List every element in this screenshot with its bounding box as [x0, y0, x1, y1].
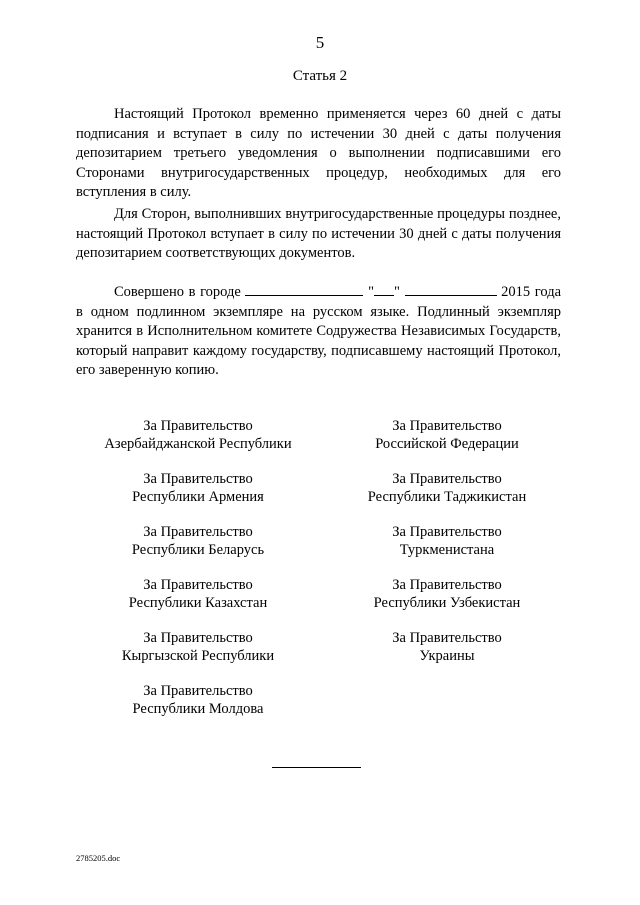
signatory-country: Республики Беларусь — [131, 542, 265, 558]
signatory-for-government: За Правительство — [392, 418, 502, 434]
day-blank — [374, 283, 394, 296]
signatory-country: Республики Таджикистан — [367, 489, 527, 505]
signatory-for-government: За Правительство — [392, 630, 502, 646]
right-signatory-block — [317, 576, 577, 629]
left-signatory-block — [68, 682, 328, 735]
page-number: 5 — [315, 33, 325, 52]
signatories-left-column — [68, 417, 328, 735]
right-signatory-block — [317, 470, 577, 523]
signatory-country: Украины — [419, 648, 475, 664]
signatory-for-government: За Правительство — [143, 524, 253, 540]
city-blank — [245, 283, 363, 296]
right-signatory-block — [317, 417, 577, 470]
article-title: Статья 2 — [292, 68, 348, 84]
document-file-id: 2785205.doc — [76, 853, 121, 863]
done-at-text: Совершено в городе — [114, 284, 241, 300]
signatory-country: Кыргызской Республики — [121, 648, 275, 664]
quote-open: " — [368, 284, 374, 300]
left-signatory-block — [68, 576, 328, 629]
signatory-country: Республики Казахстан — [128, 595, 268, 611]
signatory-for-government: За Правительство — [143, 630, 253, 646]
signatory-for-government: За Правительство — [392, 471, 502, 487]
signatory-for-government: За Правительство — [143, 418, 253, 434]
signatory-country: Республики Молдова — [132, 701, 264, 717]
signatory-country: Республики Узбекистан — [373, 595, 521, 611]
right-signatory-block — [317, 523, 577, 576]
left-signatory-block — [68, 417, 328, 470]
left-signatory-block — [68, 523, 328, 576]
paragraph-done-at — [76, 283, 561, 381]
signatory-country: Республики Армения — [132, 489, 264, 505]
signatory-for-government: За Правительство — [143, 577, 253, 593]
signatory-for-government: За Правительство — [143, 471, 253, 487]
signatories-right-column — [317, 417, 577, 682]
original-copy-text: в одном подлинном экземпляре на русском языке. Подлинный экземпляр хранится в Исполнительном комитете Содружества Независимых Государств, который направит каждому государству, подписавшему настоящий Протокол, его заверенную копию. — [76, 303, 561, 379]
signatory-country: Туркменистана — [399, 542, 495, 558]
signatory-for-government: За Правительство — [392, 577, 502, 593]
left-signatory-block — [68, 470, 328, 523]
left-signatory-block — [68, 629, 328, 682]
year-text: 2015 года — [501, 284, 562, 300]
paragraph-late-parties: Для Сторон, выполнивших внутригосударственные процедуры позднее, настоящий Протокол вступает в силу по истечении 30 дней с даты получения депозитарием соответствующих документов. — [76, 206, 561, 262]
paragraph-application: Настоящий Протокол временно применяется через 60 дней с даты подписания и вступает в силу по истечении 30 дней с даты получения депозитарием третьего уведомления о выполнении подписавшими его Сторонами внутригосударственных процедур, необходимых для его вступления в силу. — [76, 106, 561, 201]
end-divider-line — [272, 767, 361, 768]
signatory-country: Азербайджанской Республики — [104, 436, 292, 452]
quote-close: " — [393, 284, 400, 300]
signatory-country: Российской Федерации — [375, 436, 519, 452]
right-signatory-block — [317, 629, 577, 682]
signatory-for-government: За Правительство — [143, 683, 253, 699]
signatory-for-government: За Правительство — [392, 524, 502, 540]
month-blank — [405, 283, 497, 296]
